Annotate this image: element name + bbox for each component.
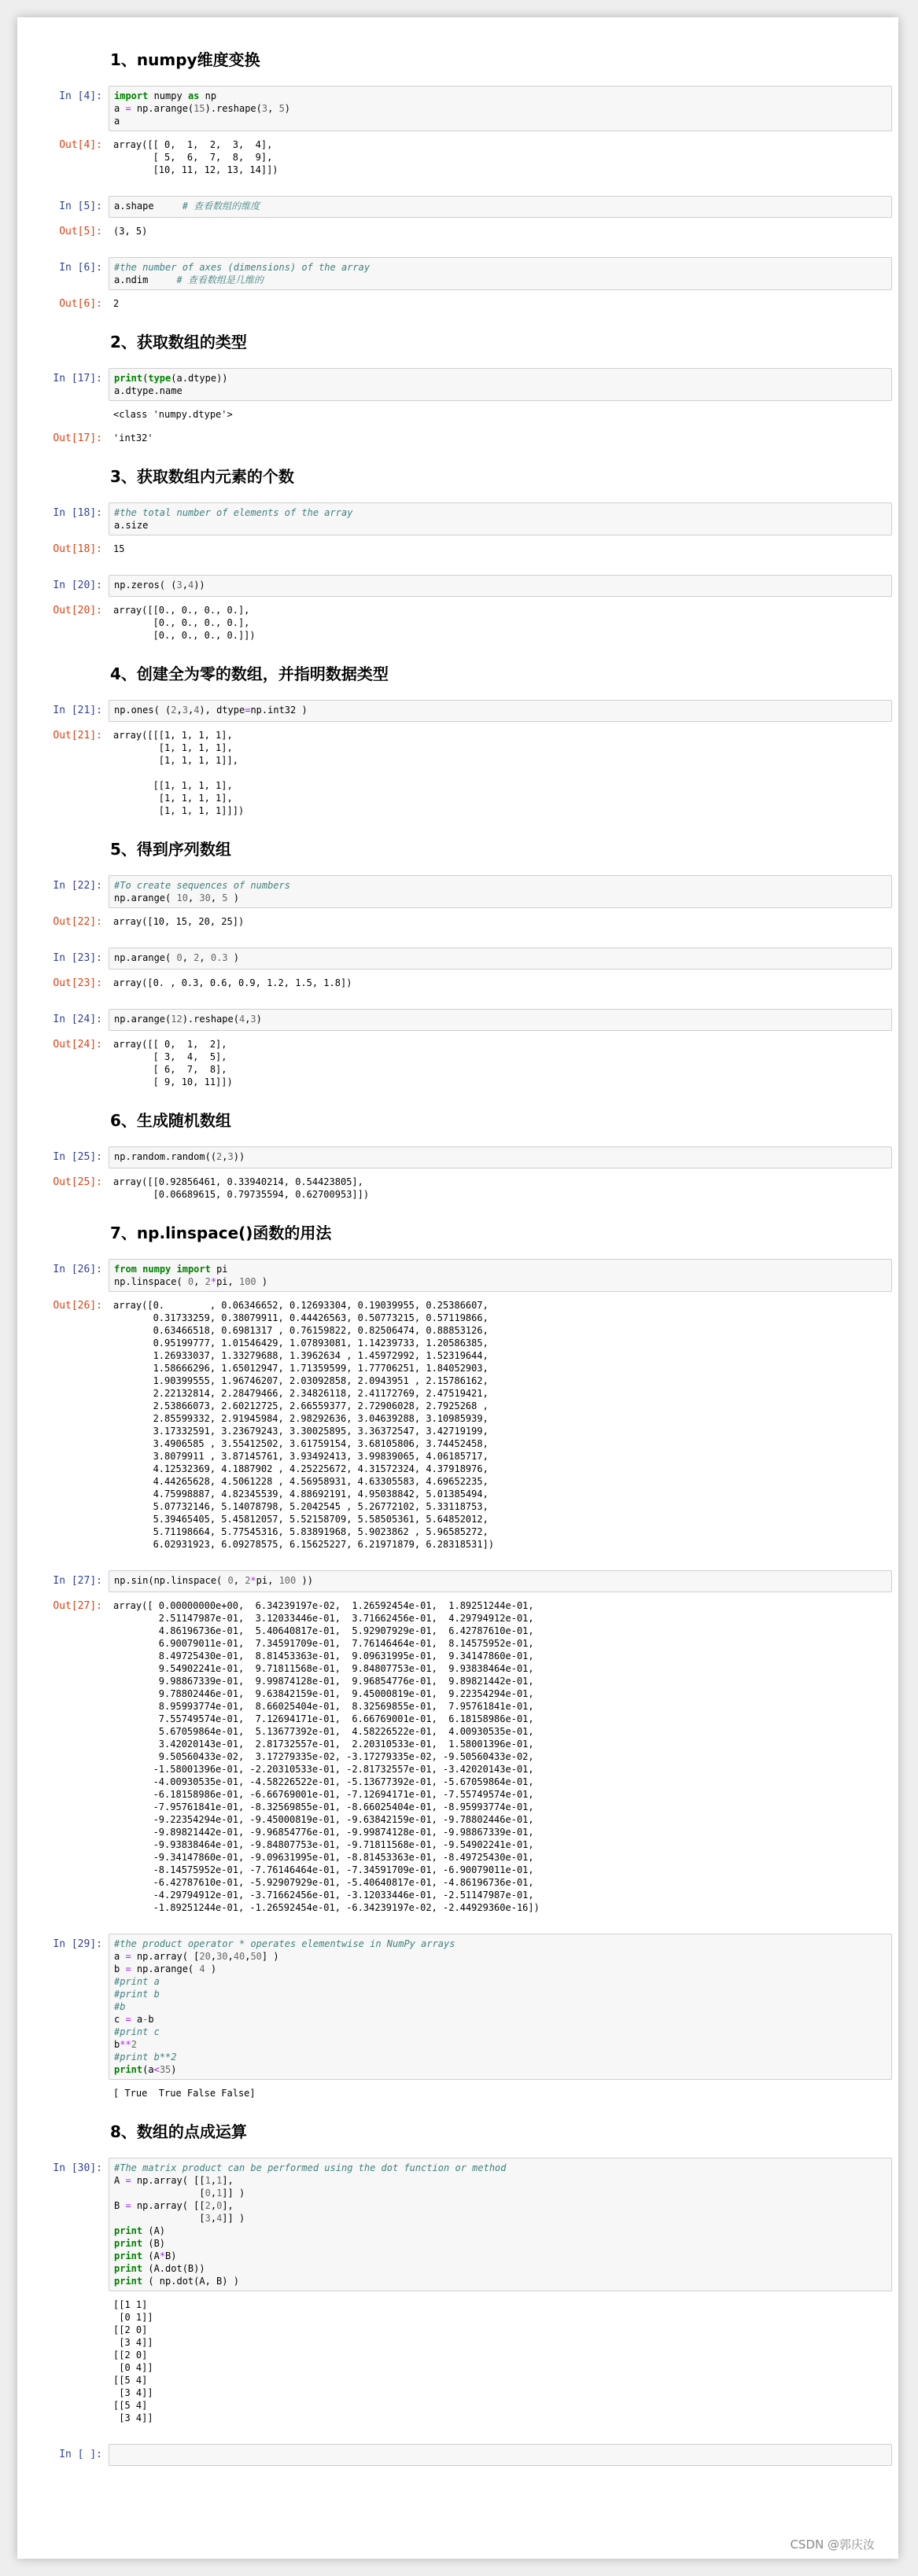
code-cell-26[interactable] [27,1259,892,1555]
input-prompt: In [23]: [53,952,102,964]
output-prompt: Out[26]: [53,1300,102,1312]
input-prompt: In [30]: [53,2162,102,2174]
code-input[interactable]: from numpy import pi np.linspace( 0, 2*pi, 100 ) [109,1259,892,1292]
watermark: CSDN @郭庆汝 [790,2537,875,2552]
output-prompt: Out[17]: [53,432,102,444]
code-output: 2 [113,298,120,309]
code-output: array([[ 0, 1, 2], [ 3, 4, 5], [ 6, 7, 8], [ 9, 10, 11]]) [113,1039,233,1087]
input-prompt: In [6]: [59,262,102,274]
code-input[interactable]: np.arange( 0, 2, 0.3 ) [109,948,892,970]
code-input[interactable]: np.random.random((2,3)) [109,1146,892,1168]
code-cell-27[interactable] [27,1570,892,1918]
code-input[interactable]: #the product operator * operates elementwise in NumPy arrays a = np.array( [20,30,40,50] ) b = np.arange( 4 ) #print a #print b #b c = a-b #print c b**2 #print b**2 print(a<35) [109,1934,892,2080]
code-cell-24[interactable] [27,1009,892,1092]
code-output: array([ 0.00000000e+00, 6.34239197e-02, 1.26592454e-01, 1.89251244e-01, 2.51147987e-01, 3.12033446e-01, 3.71662456e-01, 4.29794912e-01, 4.86196736e-01, 5.40640817e-01, 5.92907929e-01, 6.42787610e-01, 6.90079011e-01, 7.34591709e-01, 7.76146464e-01, 8.14575952e-01, 8.49725430e-01, 8.81453363e-01, 9.09631995e-01, 9.34147860e-01, 9.54902241e-01, 9.71811568e-01, 9.84807753e-01, 9.93838464e-01, 9.98867339e-01, 9.99874128e-01, 9.96854776e-01, 9.89821442e-01, 9.78802446e-01, 9.63842159e-01, 9.45000819e-01, 9.22354294e-01, 8.95993774e-01, 8.66025404e-01, 8.32569855e-01, 7.95761841e-01, 7.55749574e-01, 7.12694171e-01, 6.66769001e-01, 6.18158986e-01, 5.67059864e-01, 5.13677392e-01, 4.58226522e-01, 4.00930535e-01, 3.42020143e-01, 2.81732557e-01, 2.20310533e-01, 1.58001396e-01, 9.50560433e-02, 3.17279335e-02, -3.17279335e-02, -9.50560433e-02, -1.58001396e-01, -2.20310533e-01, -2.81732557e-01, -3.42020143e-01, -4.00930535e-01, -4.58226522e-01, -5.13677392e-01, -5.67059864e-01, -6.18158986e-01, -6.66769001e-01, -7.12694171e-01, -7.55749574e-01, -7.95761841e-01, -8.32569855e-01, -8.66025404e-01, -8.95993774e-01, -9.22354294e-01, -9.45000819e-01, -9.63842159e-01, -9.78802446e-01, -9.89821442e-01, -9.96854776e-01, -9.99874128e-01, -9.98867339e-01, -9.93838464e-01, -9.84807753e-01, -9.71811568e-01, -9.54902241e-01, -9.34147860e-01, -9.09631995e-01, -8.81453363e-01, -8.49725430e-01, -8.14575952e-01, -7.76146464e-01, -7.34591709e-01, -6.90079011e-01, -6.42787610e-01, -5.92907929e-01, -5.40640817e-01, -4.86196736e-01, -4.29794912e-01, -3.71662456e-01, -3.12033446e-01, -2.51147987e-01, -1.89251244e-01, -1.26592454e-01, -6.34239197e-02, -2.44929360e-16]) [113,1600,540,1913]
code-cell-4[interactable] [27,86,892,180]
output-prompt: Out[23]: [53,977,102,989]
code-input[interactable]: import numpy as np a = np.arange(15).reshape(3, 5) a [109,86,892,131]
output-prompt: Out[6]: [59,298,102,310]
output-prompt: Out[4]: [59,139,102,151]
section-heading: 5、得到序列数组 [110,840,231,859]
code-cell-21[interactable] [27,700,892,821]
output-prompt: Out[21]: [53,730,102,742]
code-cell-18[interactable] [27,502,892,559]
code-output: array([10, 15, 20, 25]) [113,916,245,927]
code-cell-30[interactable] [27,2158,892,2428]
input-prompt: In [29]: [53,1938,102,1950]
code-output: array([[[1, 1, 1, 1], [1, 1, 1, 1], [1, 1, 1, 1]], [[1, 1, 1, 1], [1, 1, 1, 1], [1, 1, 1, 1]]]) [113,730,245,816]
markdown-cell [27,837,892,859]
section-heading: 6、生成随机数组 [110,1111,231,1130]
markdown-cell [27,1220,892,1243]
stream-output: [[1 1] [0 1]] [[2 0] [3 4]] [[2 0] [0 4]] [[5 4] [3 4]] [[5 4] [3 4]] [113,2299,153,2423]
code-input[interactable]: a.shape # 查看数组的维度 [109,196,892,218]
code-output: array([0. , 0.3, 0.6, 0.9, 1.2, 1.5, 1.8]) [113,977,352,988]
input-prompt: In [25]: [53,1151,102,1163]
input-prompt: In [5]: [59,201,102,212]
stream-output: <class 'numpy.dtype'> [113,409,233,420]
code-input[interactable]: np.arange(12).reshape(4,3) [109,1009,892,1031]
code-input[interactable]: #The matrix product can be performed using the dot function or method A = np.array( [[1,1], [0,1]] ) B = np.array( [[2,0], [3,4]] ) print (A) print (B) print (A*B) print (A.dot(B)) print ( np.dot(A, B) ) [109,2158,892,2291]
markdown-cell [27,1108,892,1131]
section-heading: 3、获取数组内元素的个数 [110,467,294,486]
input-prompt: In [17]: [53,373,102,385]
code-output: array([0. , 0.06346652, 0.12693304, 0.19039955, 0.25386607, 0.31733259, 0.38079911, 0.44426563, 0.50773215, 0.57119866, 0.63466518, 0.6981317 , 0.76159822, 0.82506474, 0.88853126, 0.95199777, 1.01546429, 1.07893081, 1.14239733, 1.20586385, 1.26933037, 1.33279688, 1.3962634 , 1.45972992, 1.52319644, 1.58666296, 1.65012947, 1.71359599, 1.77706251, 1.84052903, 1.90399555, 1.96746207, 2.03092858, 2.0943951 , 2.15786162, 2.22132814, 2.28479466, 2.34826118, 2.41172769, 2.47519421, 2.53866073, 2.60212725, 2.66559377, 2.72906028, 2.7925268 , 2.85599332, 2.91945984, 2.98292636, 3.04639288, 3.10985939, 3.17332591, 3.23679243, 3.30025895, 3.36372547, 3.42719199, 3.4906585 , 3.55412502, 3.61759154, 3.68105806, 3.74452458, 3.8079911 , 3.87145761, 3.93492413, 3.99839065, 4.06185717, 4.12532369, 4.1887902 , 4.25225672, 4.31572324, 4.37918976, 4.44265628, 4.5061228 , 4.56958931, 4.63305583, 4.69652235, 4.75998887, 4.82345539, 4.88692191, 4.95038842, 5.01385494, 5.07732146, 5.14078798, 5.2042545 , 5.26772102, 5.33118753, 5.39465405, 5.45812057, 5.52158709, 5.58505361, 5.64852012, 5.71198664, 5.77545316, 5.83891968, 5.9023862 , 5.96585272, 6.02931923, 6.09278575, 6.15625227, 6.21971879, 6.28318531]) [113,1300,495,1550]
section-heading: 4、创建全为零的数组，并指明数据类型 [110,664,389,683]
output-prompt: Out[20]: [53,605,102,616]
code-cell-29[interactable] [27,1934,892,2103]
section-heading: 7、np.linspace()函数的用法 [110,1224,332,1242]
code-cell-22[interactable] [27,875,892,932]
markdown-cell [27,2119,892,2142]
code-input[interactable]: np.ones( (2,3,4), dtype=np.int32 ) [109,700,892,722]
input-prompt: In [20]: [53,580,102,591]
code-cell-6[interactable] [27,257,892,314]
input-prompt: In [21]: [53,705,102,716]
code-output: 15 [113,543,125,554]
code-cell-25[interactable] [27,1146,892,1205]
markdown-cell [27,47,892,70]
input-prompt: In [22]: [53,880,102,892]
code-input[interactable]: #To create sequences of numbers np.arange( 10, 30, 5 ) [109,875,892,908]
code-input[interactable]: print(type(a.dtype)) a.dtype.name [109,368,892,401]
output-prompt: Out[25]: [53,1176,102,1188]
input-prompt: In [24]: [53,1014,102,1025]
input-prompt: In [27]: [53,1575,102,1587]
code-input[interactable] [109,2444,892,2466]
notebook [17,17,898,2559]
output-prompt: Out[27]: [53,1600,102,1612]
code-cell-20[interactable] [27,575,892,646]
code-input[interactable]: np.zeros( (3,4)) [109,575,892,597]
code-cell-empty[interactable] [27,2444,892,2466]
input-prompt: In [26]: [53,1264,102,1275]
code-output: array([[ 0, 1, 2, 3, 4], [ 5, 6, 7, 8, 9], [10, 11, 12, 13, 14]]) [113,139,278,175]
markdown-cell [27,329,892,352]
code-input[interactable]: #the total number of elements of the array a.size [109,502,892,535]
code-cell-5[interactable] [27,196,892,241]
code-output: (3, 5) [113,226,148,237]
stream-output: [ True True False False] [113,2088,256,2099]
section-heading: 8、数组的点成运算 [110,2122,247,2141]
code-output: array([[0.92856461, 0.33940214, 0.54423805], [0.06689615, 0.79735594, 0.62700953]]) [113,1176,370,1200]
code-input[interactable]: np.sin(np.linspace( 0, 2*pi, 100 )) [109,1570,892,1592]
code-input[interactable]: #the number of axes (dimensions) of the array a.ndim # 查看数组是几维的 [109,257,892,290]
input-prompt: In [4]: [59,90,102,102]
markdown-cell [27,464,892,487]
code-output: 'int32' [113,432,153,443]
code-cell-23[interactable] [27,948,892,993]
input-prompt: In [18]: [53,507,102,519]
output-prompt: Out[24]: [53,1039,102,1051]
section-heading: 2、获取数组的类型 [110,333,247,351]
code-output: array([[0., 0., 0., 0.], [0., 0., 0., 0.], [0., 0., 0., 0.]]) [113,605,256,641]
output-prompt: Out[5]: [59,226,102,237]
section-heading: 1、numpy维度变换 [110,50,260,69]
output-prompt: Out[18]: [53,543,102,555]
output-prompt: Out[22]: [53,916,102,928]
input-prompt: In [ ]: [59,2449,102,2460]
markdown-cell [27,661,892,684]
code-cell-17[interactable] [27,368,892,448]
